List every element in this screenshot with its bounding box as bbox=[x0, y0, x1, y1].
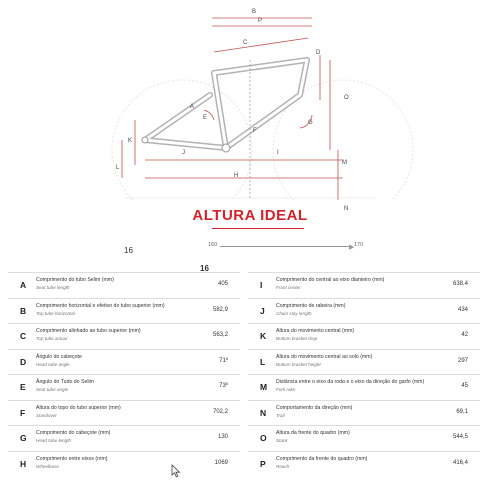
row-subtitle: Top tube actual bbox=[36, 336, 68, 341]
row-subtitle: Wheelbase bbox=[36, 463, 59, 469]
row-letter: B bbox=[20, 305, 27, 316]
row-letter: E bbox=[20, 382, 26, 392]
row-value: 73º bbox=[219, 383, 228, 389]
bottom-bracket bbox=[222, 144, 230, 152]
row-value: 582,9 bbox=[212, 306, 228, 313]
table-row bbox=[248, 272, 480, 298]
ideal-height-title: ALTURA IDEAL bbox=[192, 207, 308, 224]
diagram-label-g: G bbox=[308, 120, 313, 126]
diagram-label-j: J bbox=[182, 150, 185, 156]
arrow-right-icon: ▶ bbox=[349, 244, 355, 251]
row-subtitle: Head tube angle bbox=[36, 361, 70, 367]
diagram-label-n: N bbox=[344, 206, 349, 212]
table-row bbox=[8, 451, 240, 477]
diagram-label-e: E bbox=[203, 115, 208, 121]
row-letter: H bbox=[20, 458, 27, 469]
ideal-title-underline bbox=[212, 228, 304, 229]
table-row bbox=[248, 374, 480, 400]
table-row bbox=[248, 349, 480, 375]
mouse-cursor-icon bbox=[171, 464, 181, 478]
row-value: 405 bbox=[217, 281, 228, 287]
row-letter: L bbox=[260, 356, 266, 367]
row-letter: G bbox=[20, 433, 27, 443]
row-name: Comprimento de rabeira (mm) bbox=[276, 302, 346, 309]
row-name: Altura da frente do quadro (mm) bbox=[276, 430, 350, 436]
table-row bbox=[248, 400, 480, 426]
table-row bbox=[8, 298, 240, 324]
diagram-label-h: H bbox=[234, 173, 239, 179]
row-value: 297 bbox=[457, 357, 468, 364]
row-letter: P bbox=[260, 458, 266, 469]
row-value: 702,2 bbox=[212, 408, 228, 415]
dimension-lines bbox=[122, 18, 343, 200]
row-name: Comprimento da frente do quadro (mm) bbox=[276, 455, 368, 462]
row-value: 544,5 bbox=[452, 434, 468, 440]
diagram-label-a: A bbox=[190, 104, 195, 110]
frame-size-label: 16 bbox=[124, 246, 133, 255]
row-name: Comprimento horizontal e efetivo do tubo superior (mm) bbox=[36, 302, 165, 309]
row-subtitle: Seat tube angle bbox=[36, 387, 69, 392]
diagram-label-f: F bbox=[253, 128, 257, 134]
row-letter: O bbox=[260, 433, 267, 443]
row-letter: J bbox=[260, 305, 265, 316]
row-letter: F bbox=[20, 407, 26, 418]
row-name: Altura do movimento central ao solo (mm) bbox=[276, 353, 373, 360]
table-row bbox=[8, 349, 240, 375]
row-name: Ângulo do cabeçote bbox=[36, 353, 82, 360]
row-value: 563,2 bbox=[212, 332, 228, 338]
row-subtitle: Trail bbox=[276, 412, 285, 418]
row-value: 42 bbox=[461, 332, 468, 338]
diagram-label-p: P bbox=[258, 18, 263, 24]
row-value: 71º bbox=[219, 357, 228, 364]
row-letter: M bbox=[260, 382, 268, 392]
table-size-header: 16 bbox=[200, 264, 209, 273]
row-value: 45 bbox=[461, 383, 468, 389]
row-subtitle: Head tube length bbox=[36, 438, 71, 443]
row-value: 638,4 bbox=[452, 281, 468, 287]
table-row bbox=[8, 374, 240, 400]
bike-geometry-diagram bbox=[0, 0, 500, 200]
row-letter: I bbox=[260, 280, 263, 290]
height-range-bar bbox=[220, 246, 352, 247]
row-name: Comprimento do central ao eixo dianteiro (mm) bbox=[276, 277, 385, 283]
row-subtitle: Front center bbox=[276, 285, 301, 290]
table-row bbox=[8, 425, 240, 451]
table-row bbox=[248, 451, 480, 477]
height-range-low: 160 bbox=[208, 242, 218, 248]
row-name: Comportamento da direção (mm) bbox=[276, 404, 353, 411]
row-name: Comprimento do cabeçote (mm) bbox=[36, 430, 111, 436]
row-name: Comprimento entre eixos (mm) bbox=[36, 455, 108, 462]
row-subtitle: Bottom bracket height bbox=[276, 361, 321, 367]
row-letter: N bbox=[260, 407, 267, 418]
table-row bbox=[248, 298, 480, 324]
row-letter: D bbox=[20, 356, 27, 367]
table-row bbox=[8, 272, 240, 298]
rear-dropout bbox=[142, 137, 148, 143]
row-subtitle: Reach bbox=[276, 463, 290, 469]
bike-frame bbox=[145, 60, 307, 148]
diagram-label-o: O bbox=[344, 95, 349, 101]
row-letter: A bbox=[20, 280, 27, 290]
row-value: 69,1 bbox=[456, 408, 468, 415]
geometry-table-right bbox=[248, 272, 480, 476]
row-subtitle: Seat tube length bbox=[36, 285, 70, 290]
row-name: Distância entre o eixo da roda e o eixo da direção do garfo (mm) bbox=[276, 379, 425, 385]
row-subtitle: Fork rake bbox=[276, 387, 296, 392]
diagram-label-m: M bbox=[342, 160, 347, 166]
row-subtitle: Top tube horizontal bbox=[36, 310, 75, 316]
row-name: Comprimento do tubo Selim (mm) bbox=[36, 277, 114, 283]
row-value: 130 bbox=[217, 434, 228, 440]
height-range-high: 170 bbox=[354, 242, 364, 248]
row-value: 434 bbox=[457, 306, 468, 313]
diagram-label-i: I bbox=[277, 150, 279, 156]
row-value: 416,4 bbox=[452, 459, 468, 466]
table-row bbox=[8, 400, 240, 426]
row-subtitle: Chain stay length bbox=[276, 310, 312, 316]
row-value: 1069 bbox=[214, 459, 228, 466]
row-name: Altura do movimento central (mm) bbox=[276, 328, 355, 334]
row-subtitle: Standover bbox=[36, 412, 57, 418]
table-row bbox=[8, 323, 240, 349]
diagram-label-c: C bbox=[243, 40, 248, 46]
diagram-label-d: D bbox=[316, 50, 321, 56]
diagram-label-l: L bbox=[116, 165, 120, 171]
diagram-label-k: K bbox=[128, 138, 133, 144]
row-name: Ângulo do Tudo do Selim bbox=[36, 379, 94, 385]
rear-wheel bbox=[112, 80, 252, 200]
table-row bbox=[248, 425, 480, 451]
row-letter: K bbox=[260, 331, 267, 341]
row-letter: C bbox=[20, 331, 27, 341]
row-name: Comprimento alinhado ao tubo superior (mm) bbox=[36, 328, 141, 334]
table-row bbox=[248, 323, 480, 349]
diagram-label-b: B bbox=[252, 9, 257, 15]
geometry-table-left bbox=[8, 272, 240, 476]
row-name: Altura do topo do tubo superior (mm) bbox=[36, 404, 121, 411]
row-subtitle: Stack bbox=[276, 438, 288, 443]
row-subtitle: Bottom bracket drop bbox=[276, 336, 318, 341]
